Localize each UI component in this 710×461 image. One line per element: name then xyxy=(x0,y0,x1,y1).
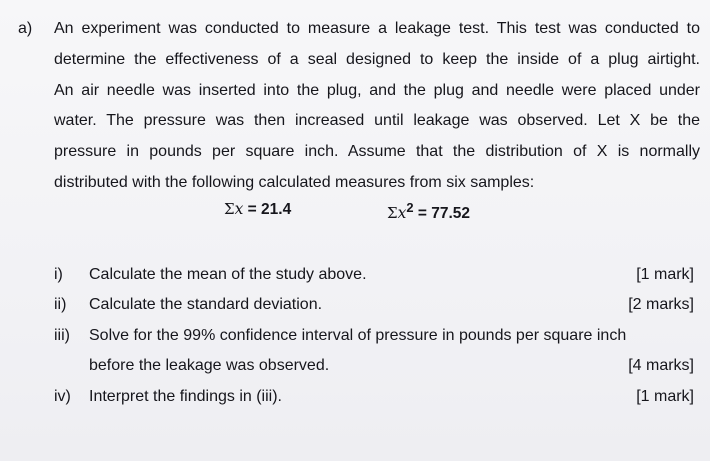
paragraph-line: water. The pressure was then increased until leakage was observed. Let X be the xyxy=(54,112,700,130)
sub-question-text: before the leakage was observed. xyxy=(89,357,330,374)
sum-x-squared-formula xyxy=(387,200,470,223)
sub-question-i xyxy=(54,263,694,287)
paragraph-line: An air needle was inserted into the plug, and the plug and needle were placed under xyxy=(54,81,700,99)
sub-question-ii xyxy=(54,293,694,317)
sub-question-text: Interpret the findings in (iii). xyxy=(89,388,282,405)
sub-question-number: i) xyxy=(54,266,63,283)
sub-question-number: ii) xyxy=(54,296,67,313)
sub-question-number: iii) xyxy=(54,327,70,344)
paragraph-line: determine the effectiveness of a seal designed to keep the inside of a plug airtight. xyxy=(54,50,700,68)
sum-x-value: = 21.4 xyxy=(243,201,292,218)
sub-question-iii-continued xyxy=(54,354,694,378)
sub-question-iii xyxy=(54,324,694,348)
variable-x: x xyxy=(234,200,244,218)
sub-question-text: Solve for the 99% confidence interval of pressure in pounds per square inch xyxy=(89,327,627,344)
sub-question-text: Calculate the standard deviation. xyxy=(89,296,323,313)
sigma-symbol: Σ xyxy=(387,204,398,223)
marks-label: [1 mark] xyxy=(636,266,694,283)
variable-x: x xyxy=(397,204,407,223)
sub-question-text: Calculate the mean of the study above. xyxy=(89,266,367,283)
question-label: a) xyxy=(18,20,33,37)
question-paragraph xyxy=(54,14,700,199)
marks-label: [2 marks] xyxy=(628,296,694,313)
marks-label: [1 mark] xyxy=(636,388,694,405)
marks-label: [4 marks] xyxy=(628,357,694,374)
paragraph-line: distributed with the following calculated measures from six samples: xyxy=(54,173,535,191)
sub-question-iv xyxy=(54,385,694,409)
paragraph-line: An experiment was conducted to measure a leakage test. This test was conducted to xyxy=(54,20,700,37)
sum-x-formula xyxy=(224,200,291,219)
sigma-symbol: Σ xyxy=(224,200,235,218)
paragraph-line: pressure in pounds per square inch. Assume that the distribution of X is normally xyxy=(54,143,700,161)
exponent: 2 xyxy=(406,200,414,215)
sum-x-squared-value: = 77.52 xyxy=(413,205,470,223)
sub-question-number: iv) xyxy=(54,388,71,405)
